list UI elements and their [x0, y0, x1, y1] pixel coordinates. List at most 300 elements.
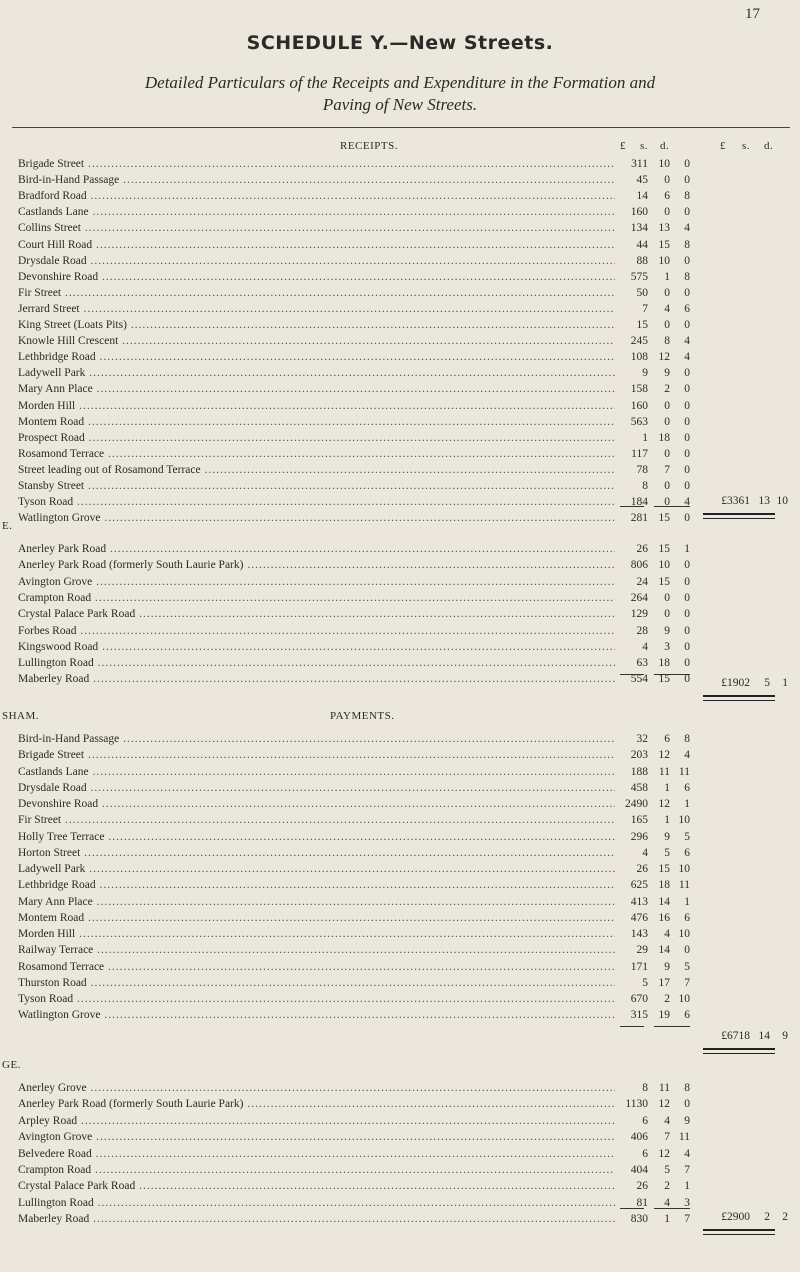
amount-shillings: 3 — [664, 641, 670, 653]
header-pound-2: £ — [720, 140, 726, 152]
amount-shillings: 10 — [658, 559, 670, 571]
amount-shillings: 18 — [658, 879, 670, 891]
amount-shillings: 6 — [664, 190, 670, 202]
amount-pounds: 406 — [630, 1131, 648, 1143]
amount-shillings: 15 — [658, 863, 670, 875]
amount-shillings: 14 — [658, 896, 670, 908]
street-name: Brigade Street ..... — [18, 157, 615, 171]
amount-pounds: 44 — [636, 239, 648, 251]
amount-pence: 7 — [684, 977, 690, 989]
amount-pounds: 6 — [642, 1148, 648, 1160]
total-pence: 10 — [776, 495, 788, 507]
street-name: Bird-in-Hand Passage ..... — [18, 732, 615, 746]
ledger-row — [18, 656, 788, 670]
ledger-row — [18, 575, 788, 589]
ledger-row — [18, 447, 788, 461]
street-name: Bird-in-Hand Passage ..... — [18, 173, 615, 187]
amount-pounds: 311 — [631, 158, 648, 170]
amount-pounds: 24 — [636, 576, 648, 588]
amount-pounds: 458 — [630, 782, 648, 794]
amount-pence: 1 — [684, 798, 690, 810]
amount-shillings: 11 — [658, 1082, 670, 1094]
amount-pence: 8 — [684, 1082, 690, 1094]
amount-pounds: 29 — [636, 944, 648, 956]
ledger-row — [18, 399, 788, 413]
amount-pence: 0 — [684, 174, 690, 186]
section-label: GE. — [2, 1059, 21, 1071]
ledger-row — [18, 1179, 788, 1193]
ledger-row — [18, 350, 788, 364]
street-name: Rosamond Terrace ..... — [18, 960, 615, 974]
amount-shillings: 15 — [658, 512, 670, 524]
ledger-row — [18, 382, 788, 396]
ledger-row — [18, 927, 788, 941]
amount-shillings: 18 — [658, 657, 670, 669]
amount-shillings: 7 — [664, 464, 670, 476]
ledger-row — [18, 173, 788, 187]
amount-shillings: 6 — [664, 733, 670, 745]
amount-shillings: 12 — [658, 351, 670, 363]
ledger-row — [18, 221, 788, 235]
total-pounds: £2900 — [721, 1211, 750, 1223]
header-pence-1: d. — [660, 140, 670, 152]
street-name: Maberley Road ..... — [18, 672, 615, 686]
amount-pence: 1 — [684, 896, 690, 908]
amount-shillings: 5 — [664, 1164, 670, 1176]
street-name: Fir Street ..... — [18, 813, 615, 827]
ledger-row — [18, 976, 788, 990]
amount-pence: 11 — [678, 1131, 690, 1143]
ledger-row — [18, 878, 788, 892]
subtotal-rule — [654, 1026, 690, 1027]
header-shilling-2: s. — [742, 140, 751, 152]
street-name: Ladywell Park ..... — [18, 366, 615, 380]
header-pound-1: £ — [620, 140, 626, 152]
amount-shillings: 0 — [664, 496, 670, 508]
street-name: Crystal Palace Park Road ..... — [18, 607, 615, 621]
ledger-row — [18, 943, 788, 957]
ledger-row — [18, 318, 788, 332]
ledger-row — [18, 479, 788, 493]
ledger-row — [18, 797, 788, 811]
amount-pounds: 26 — [636, 863, 648, 875]
street-name: Watlington Grove ..... — [18, 511, 615, 525]
amount-pounds: 78 — [636, 464, 648, 476]
street-name: Rosamond Terrace ..... — [18, 447, 615, 461]
amount-shillings: 9 — [664, 625, 670, 637]
amount-pounds: 413 — [630, 896, 648, 908]
street-name: Devonshire Road ..... — [18, 797, 615, 811]
amount-shillings: 0 — [664, 448, 670, 460]
ledger-row — [18, 1114, 788, 1128]
amount-shillings: 12 — [658, 798, 670, 810]
header-pence-2: d. — [764, 140, 774, 152]
ledger-row — [18, 286, 788, 300]
amount-pence: 9 — [684, 1115, 690, 1127]
ledger-row — [18, 1097, 788, 1111]
amount-pounds: 134 — [630, 222, 648, 234]
ledger-row — [18, 302, 788, 316]
subtitle-line-1: Detailed Particulars of the Receipts and Expenditure in the Formation and — [144, 73, 656, 92]
amount-shillings: 0 — [664, 174, 670, 186]
amount-pounds: 88 — [636, 255, 648, 267]
amount-pounds: 158 — [630, 383, 648, 395]
amount-shillings: 2 — [664, 993, 670, 1005]
amount-pence: 0 — [684, 287, 690, 299]
amount-shillings: 4 — [664, 303, 670, 315]
street-name: Anerley Park Road ..... — [18, 542, 615, 556]
header-shilling-1: s. — [640, 140, 649, 152]
subtitle-line-2: Paving of New Streets. — [322, 95, 478, 114]
ledger-row — [18, 463, 788, 477]
ledger-row — [18, 1008, 788, 1022]
subtotal-rule — [654, 1208, 690, 1209]
street-name: Drysdale Road ..... — [18, 254, 615, 268]
section-label: E. — [2, 520, 13, 532]
street-name: Fir Street ..... — [18, 286, 615, 300]
amount-pence: 0 — [684, 206, 690, 218]
amount-shillings: 0 — [664, 416, 670, 428]
subtotal-rule — [620, 1208, 644, 1209]
subtotal-rule — [620, 1026, 644, 1027]
amount-pence: 0 — [684, 158, 690, 170]
ledger-row — [18, 862, 788, 876]
street-name: Morden Hill ..... — [18, 927, 615, 941]
total-pounds: £3361 — [721, 495, 750, 507]
amount-shillings: 1 — [664, 814, 670, 826]
street-name: Crystal Palace Park Road ..... — [18, 1179, 615, 1193]
amount-pence: 0 — [684, 448, 690, 460]
amount-pence: 8 — [684, 733, 690, 745]
amount-pence: 0 — [684, 657, 690, 669]
amount-pounds: 9 — [642, 367, 648, 379]
page-title: SCHEDULE Y.—New Streets. — [246, 32, 554, 54]
street-name: Watlington Grove ..... — [18, 1008, 615, 1022]
ledger-row — [18, 366, 788, 380]
amount-pence: 0 — [684, 432, 690, 444]
amount-pounds: 6 — [642, 1115, 648, 1127]
ledger-row — [18, 911, 788, 925]
amount-pounds: 8 — [642, 480, 648, 492]
amount-shillings: 0 — [664, 319, 670, 331]
ledger-row — [18, 992, 788, 1006]
street-name: Montem Road ..... — [18, 415, 615, 429]
amount-pence: 8 — [684, 239, 690, 251]
street-name: Tyson Road ..... — [18, 495, 615, 509]
street-name: Castlands Lane ..... — [18, 205, 615, 219]
amount-pence: 0 — [684, 641, 690, 653]
ledger-row — [18, 205, 788, 219]
ledger-row — [18, 334, 788, 348]
amount-pence: 7 — [684, 1213, 690, 1225]
amount-pounds: 245 — [630, 335, 648, 347]
amount-pounds: 171 — [630, 961, 648, 973]
subtotal-rule — [620, 506, 644, 507]
amount-pence: 0 — [684, 559, 690, 571]
amount-shillings: 12 — [658, 1148, 670, 1160]
street-name: Lethbridge Road ..... — [18, 350, 615, 364]
amount-shillings: 9 — [664, 961, 670, 973]
amount-shillings: 15 — [658, 239, 670, 251]
street-name: Maberley Road ..... — [18, 1212, 615, 1226]
amount-pounds: 188 — [630, 766, 648, 778]
amount-pounds: 129 — [630, 608, 648, 620]
street-name: Drysdale Road ..... — [18, 781, 615, 795]
total-shillings: 14 — [758, 1030, 770, 1042]
amount-shillings: 17 — [658, 977, 670, 989]
amount-pounds: 296 — [630, 831, 648, 843]
amount-pounds: 8 — [642, 1082, 648, 1094]
amount-pence: 6 — [684, 1009, 690, 1021]
amount-pounds: 575 — [630, 271, 648, 283]
amount-pounds: 184 — [630, 496, 648, 508]
street-name: Morden Hill ..... — [18, 399, 615, 413]
amount-pence: 1 — [684, 543, 690, 555]
amount-pence: 0 — [684, 400, 690, 412]
amount-pounds: 554 — [630, 673, 648, 685]
subtotal-rule — [654, 506, 690, 507]
amount-pounds: 4 — [642, 847, 648, 859]
street-name: Montem Road ..... — [18, 911, 615, 925]
amount-shillings: 4 — [664, 1115, 670, 1127]
amount-pence: 10 — [678, 993, 690, 1005]
amount-shillings: 15 — [658, 576, 670, 588]
street-name: Arpley Road ..... — [18, 1114, 615, 1128]
street-name: Crampton Road ..... — [18, 1163, 615, 1177]
amount-shillings: 1 — [664, 1213, 670, 1225]
amount-pounds: 1 — [642, 432, 648, 444]
total-pence: 2 — [782, 1211, 788, 1223]
ledger-row — [18, 607, 788, 621]
amount-pence: 0 — [684, 944, 690, 956]
amount-pence: 0 — [684, 319, 690, 331]
subtotal-rule — [620, 674, 644, 675]
street-name: Horton Street ..... — [18, 846, 615, 860]
amount-shillings: 11 — [658, 766, 670, 778]
street-name: Mary Ann Place ..... — [18, 895, 615, 909]
ledger-row — [18, 846, 788, 860]
amount-pounds: 15 — [636, 319, 648, 331]
amount-shillings: 0 — [664, 480, 670, 492]
ledger-row — [18, 415, 788, 429]
ledger-row — [18, 558, 788, 572]
amount-pence: 0 — [684, 1098, 690, 1110]
amount-shillings: 0 — [664, 206, 670, 218]
amount-pence: 6 — [684, 782, 690, 794]
total-pence: 9 — [782, 1030, 788, 1042]
amount-pounds: 830 — [630, 1213, 648, 1225]
amount-pence: 0 — [684, 367, 690, 379]
ledger-row — [18, 431, 788, 445]
amount-pounds: 1130 — [625, 1098, 648, 1110]
amount-pence: 10 — [678, 814, 690, 826]
amount-pence: 0 — [684, 592, 690, 604]
total-double-rule — [703, 1229, 775, 1235]
ledger-row — [18, 1130, 788, 1144]
total-shillings: 13 — [758, 495, 770, 507]
amount-shillings: 0 — [664, 592, 670, 604]
street-name: Kingswood Road ..... — [18, 640, 615, 654]
amount-pence: 6 — [684, 303, 690, 315]
ledger-row — [18, 1147, 788, 1161]
street-name: Mary Ann Place ..... — [18, 382, 615, 396]
amount-pence: 11 — [678, 879, 690, 891]
amount-shillings: 14 — [658, 944, 670, 956]
amount-pence: 8 — [684, 271, 690, 283]
street-name: Court Hill Road ..... — [18, 238, 615, 252]
amount-shillings: 4 — [664, 1197, 670, 1209]
amount-shillings: 9 — [664, 831, 670, 843]
street-name: Stansby Street ..... — [18, 479, 615, 493]
amount-pounds: 264 — [630, 592, 648, 604]
amount-shillings: 12 — [658, 1098, 670, 1110]
amount-shillings: 0 — [664, 608, 670, 620]
amount-pence: 4 — [684, 496, 690, 508]
total-shillings: 2 — [764, 1211, 770, 1223]
ledger-row — [18, 1212, 788, 1226]
ledger-row — [18, 813, 788, 827]
ledger-row — [18, 1081, 788, 1095]
amount-pence: 11 — [678, 766, 690, 778]
ledger-row — [18, 189, 788, 203]
amount-shillings: 4 — [664, 928, 670, 940]
amount-pounds: 160 — [630, 400, 648, 412]
ledger-row — [18, 254, 788, 268]
ledger-row — [18, 640, 788, 654]
amount-pounds: 160 — [630, 206, 648, 218]
amount-pounds: 806 — [630, 559, 648, 571]
amount-pounds: 14 — [636, 190, 648, 202]
street-name: Lullington Road ..... — [18, 656, 615, 670]
ledger-row — [18, 270, 788, 284]
amount-pounds: 7 — [642, 303, 648, 315]
amount-shillings: 13 — [658, 222, 670, 234]
amount-pence: 0 — [684, 512, 690, 524]
amount-shillings: 2 — [664, 383, 670, 395]
street-name: Crampton Road ..... — [18, 591, 615, 605]
amount-pounds: 315 — [630, 1009, 648, 1021]
amount-shillings: 7 — [664, 1131, 670, 1143]
ledger-row — [18, 895, 788, 909]
section-label: SHAM. — [2, 710, 40, 722]
street-name: Knowle Hill Crescent ..... — [18, 334, 615, 348]
ledger-row — [18, 624, 788, 638]
amount-pounds: 203 — [630, 749, 648, 761]
amount-pounds: 165 — [630, 814, 648, 826]
page-subtitle — [20, 72, 780, 116]
amount-pence: 6 — [684, 912, 690, 924]
amount-shillings: 16 — [658, 912, 670, 924]
amount-pence: 4 — [684, 749, 690, 761]
amount-pounds: 26 — [636, 1180, 648, 1192]
street-name: Jerrard Street ..... — [18, 302, 615, 316]
amount-pounds: 28 — [636, 625, 648, 637]
amount-pence: 0 — [684, 416, 690, 428]
street-name: Anerley Park Road (formerly South Laurie Park) ..... — [18, 558, 615, 572]
amount-shillings: 18 — [658, 432, 670, 444]
amount-pence: 7 — [684, 1164, 690, 1176]
street-name: Tyson Road ..... — [18, 992, 615, 1006]
street-name: Street leading out of Rosamond Terrace ..... — [18, 463, 615, 477]
total-pounds: £6718 — [721, 1030, 750, 1042]
amount-pounds: 26 — [636, 543, 648, 555]
street-name: Anerley Grove ..... — [18, 1081, 615, 1095]
street-name: Belvedere Road ..... — [18, 1147, 615, 1161]
amount-pounds: 117 — [631, 448, 648, 460]
amount-pounds: 281 — [630, 512, 648, 524]
street-name: Lullington Road ..... — [18, 1196, 615, 1210]
street-name: Ladywell Park ..... — [18, 862, 615, 876]
street-name: Bradford Road ..... — [18, 189, 615, 203]
amount-pounds: 45 — [636, 174, 648, 186]
amount-shillings: 12 — [658, 749, 670, 761]
total-pounds: £1902 — [721, 677, 750, 689]
amount-shillings: 15 — [658, 673, 670, 685]
amount-shillings: 2 — [664, 1180, 670, 1192]
amount-shillings: 8 — [664, 335, 670, 347]
total-pence: 1 — [782, 677, 788, 689]
street-name: Collins Street ..... — [18, 221, 615, 235]
ledger-row — [18, 238, 788, 252]
amount-pence: 10 — [678, 928, 690, 940]
amount-pence: 10 — [678, 863, 690, 875]
ledger-row — [18, 765, 788, 779]
amount-pounds: 2490 — [625, 798, 648, 810]
amount-pence: 0 — [684, 673, 690, 685]
amount-pounds: 4 — [642, 641, 648, 653]
ledger-row — [18, 591, 788, 605]
street-name: Forbes Road ..... — [18, 624, 615, 638]
amount-pounds: 50 — [636, 287, 648, 299]
amount-shillings: 0 — [664, 400, 670, 412]
amount-pence: 4 — [684, 1148, 690, 1160]
ledger-row — [18, 781, 788, 795]
street-name: Avington Grove ..... — [18, 575, 615, 589]
amount-shillings: 15 — [658, 543, 670, 555]
amount-shillings: 10 — [658, 255, 670, 267]
amount-shillings: 10 — [658, 158, 670, 170]
amount-pounds: 563 — [630, 416, 648, 428]
amount-pence: 0 — [684, 464, 690, 476]
street-name: Castlands Lane ..... — [18, 765, 615, 779]
amount-pence: 0 — [684, 255, 690, 267]
amount-pence: 4 — [684, 222, 690, 234]
street-name: Prospect Road ..... — [18, 431, 615, 445]
top-rule — [12, 127, 790, 128]
ledger-row — [18, 732, 788, 746]
ledger-row — [18, 157, 788, 171]
amount-pounds: 108 — [630, 351, 648, 363]
amount-pence: 5 — [684, 961, 690, 973]
amount-pence: 6 — [684, 847, 690, 859]
ledger-row — [18, 748, 788, 762]
amount-pence: 5 — [684, 831, 690, 843]
amount-pounds: 32 — [636, 733, 648, 745]
amount-shillings: 1 — [664, 271, 670, 283]
amount-pounds: 670 — [630, 993, 648, 1005]
section-heading: PAYMENTS. — [330, 710, 395, 722]
amount-pounds: 63 — [636, 657, 648, 669]
amount-pence: 8 — [684, 190, 690, 202]
amount-pence: 3 — [684, 1197, 690, 1209]
amount-shillings: 5 — [664, 847, 670, 859]
street-name: Avington Grove ..... — [18, 1130, 615, 1144]
street-name: Brigade Street ..... — [18, 748, 615, 762]
amount-pence: 0 — [684, 480, 690, 492]
street-name: Anerley Park Road (formerly South Laurie Park) ..... — [18, 1097, 615, 1111]
street-name: King Street (Loats Pits) ..... — [18, 318, 615, 332]
total-double-rule — [703, 695, 775, 701]
